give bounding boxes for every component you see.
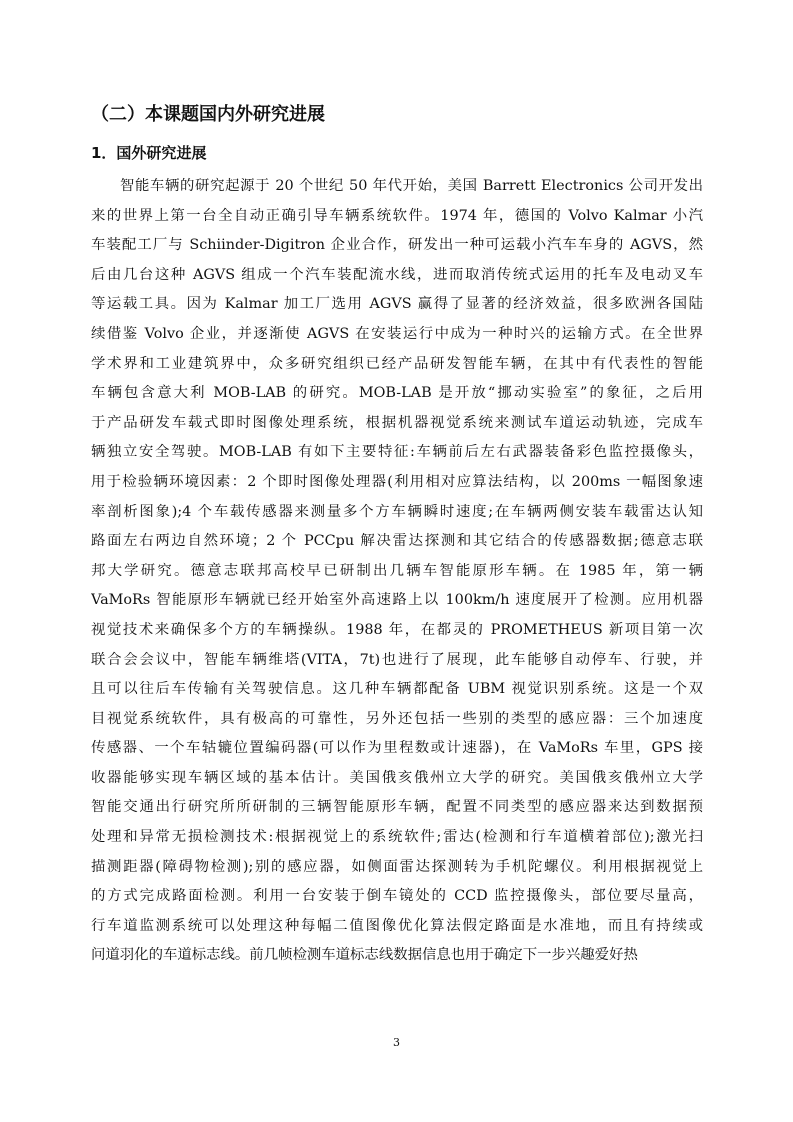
paragraph-line: 车辆包含意大利 MOB-LAB 的研究。MOB-LAB 是开放“挪动实验室”的象征，之后用 [91,385,703,402]
paragraph-line: 邦大学研究。德意志联邦高校早已研制出几辆车智能原形车辆。在 1985 年，第一辆 [91,562,703,579]
paragraph-line: 问道羽化的车道标志线。前几帧检测车道标志线数据信息也用于确定下一步兴趣爱好热 [91,947,638,964]
paragraph-line: 视觉技术来确保多个方的车辆操纵。1988 年，在都灵的 PROMETHEUS 新项目第一次 [91,621,703,638]
paragraph-line: 传感器、一个车轱辘位置编码器(可以作为里程数或计速器)，在 VaMoRs 车里，GPS 接 [91,740,703,757]
body-paragraph [91,172,703,971]
paragraph-line: 续借鉴 Volvo 企业，并逐渐使 AGVS 在安装运行中成为一种时兴的运输方式。在全世界 [91,325,703,342]
paragraph-line: 的方式完成路面检测。利用一台安装于倒车镜处的 CCD 监控摄像头，部位要尽量高， [91,888,703,905]
paragraph-line: 处理和异常无损检测技术:根据视觉上的系统软件;雷达(检测和行车道横着部位);激光扫 [91,829,703,846]
paragraph-line: 后由几台这种 AGVS 组成一个汽车装配流水线，进而取消传统式运用的托车及电动叉车 [91,266,703,283]
page-number: 3 [393,1036,400,1049]
paragraph-line: 等运载工具。因为 Kalmar 加工厂选用 AGVS 赢得了显著的经济效益，很多欧洲各国陆 [91,296,703,313]
paragraph-line: 来的世界上第一台全自动正确引导车辆系统软件。1974 年，德国的 Volvo Kalmar 小汽 [91,207,703,224]
paragraph-line: 目视觉系统软件，具有极高的可靠性，另外还包括一些别的类型的感应器：三个加速度 [91,710,703,727]
paragraph-line: 路面左右两边自然环境；2 个 PCCpu 解决雷达探测和其它结合的传感器数据;德意志联 [91,533,703,550]
paragraph-line: 联合会会议中，智能车辆维塔(VITA，7t)也进行了展现，此车能够自动停车、行驶，并 [91,651,703,668]
paragraph-line: 用于检验辆环境因素：2 个即时图像处理器(利用相对应算法结构，以 200ms 一幅图象速 [91,473,703,490]
paragraph-line: 于产品研发车载式即时图像处理系统，根据机器视觉系统来测试车道运动轨迹，完成车 [91,414,703,431]
paragraph-line: 收器能够实现车辆区域的基本估计。美国俄亥俄州立大学的研究。美国俄亥俄州立大学 [91,769,703,786]
paragraph-line: 行车道监测系统可以处理这种每幅二值图像优化算法假定路面是水准地，而且有持续或 [91,917,703,934]
paragraph-line: 率剖析图象);4 个车载传感器来测量多个方车辆瞬时速度;在车辆两侧安装车载雷达认知 [91,503,703,520]
paragraph-line: 车装配工厂与 Schiinder-Digitron 企业合作，研发出一种可运载小汽车车身的 AGVS，然 [91,237,703,254]
paragraph-line: 描测距器(障碍物检测);别的感应器，如侧面雷达探测转为手机陀螺仪。利用根据视觉上 [91,858,703,875]
paragraph-line: 智能交通出行研究所所研制的三辆智能原形车辆，配置不同类型的感应器来达到数据预 [91,799,703,816]
paragraph-line: 且可以往后车传输有关驾驶信息。这几种车辆都配备 UBM 视觉识别系统。这是一个双 [91,681,703,698]
paragraph-line: 智能车辆的研究起源于 20 个世纪 50 年代开始，美国 Barrett Electronics 公司开发出 [120,178,703,194]
sub-heading: 1．国外研究进展 [91,144,207,162]
paragraph-line: 辆独立安全驾驶。MOB-LAB 有如下主要特征:车辆前后左右武器装备彩色监控摄像头， [91,444,703,461]
paragraph-line: VaMoRs 智能原形车辆就已经开始室外高速路上以 100km/h 速度展开了检测。应用机器 [91,592,703,609]
paragraph-line: 学术界和工业建筑界中，众多研究组织已经产品研发智能车辆，在其中有代表性的智能 [91,355,703,372]
section-heading: （二）本课题国内外研究进展 [91,104,325,125]
